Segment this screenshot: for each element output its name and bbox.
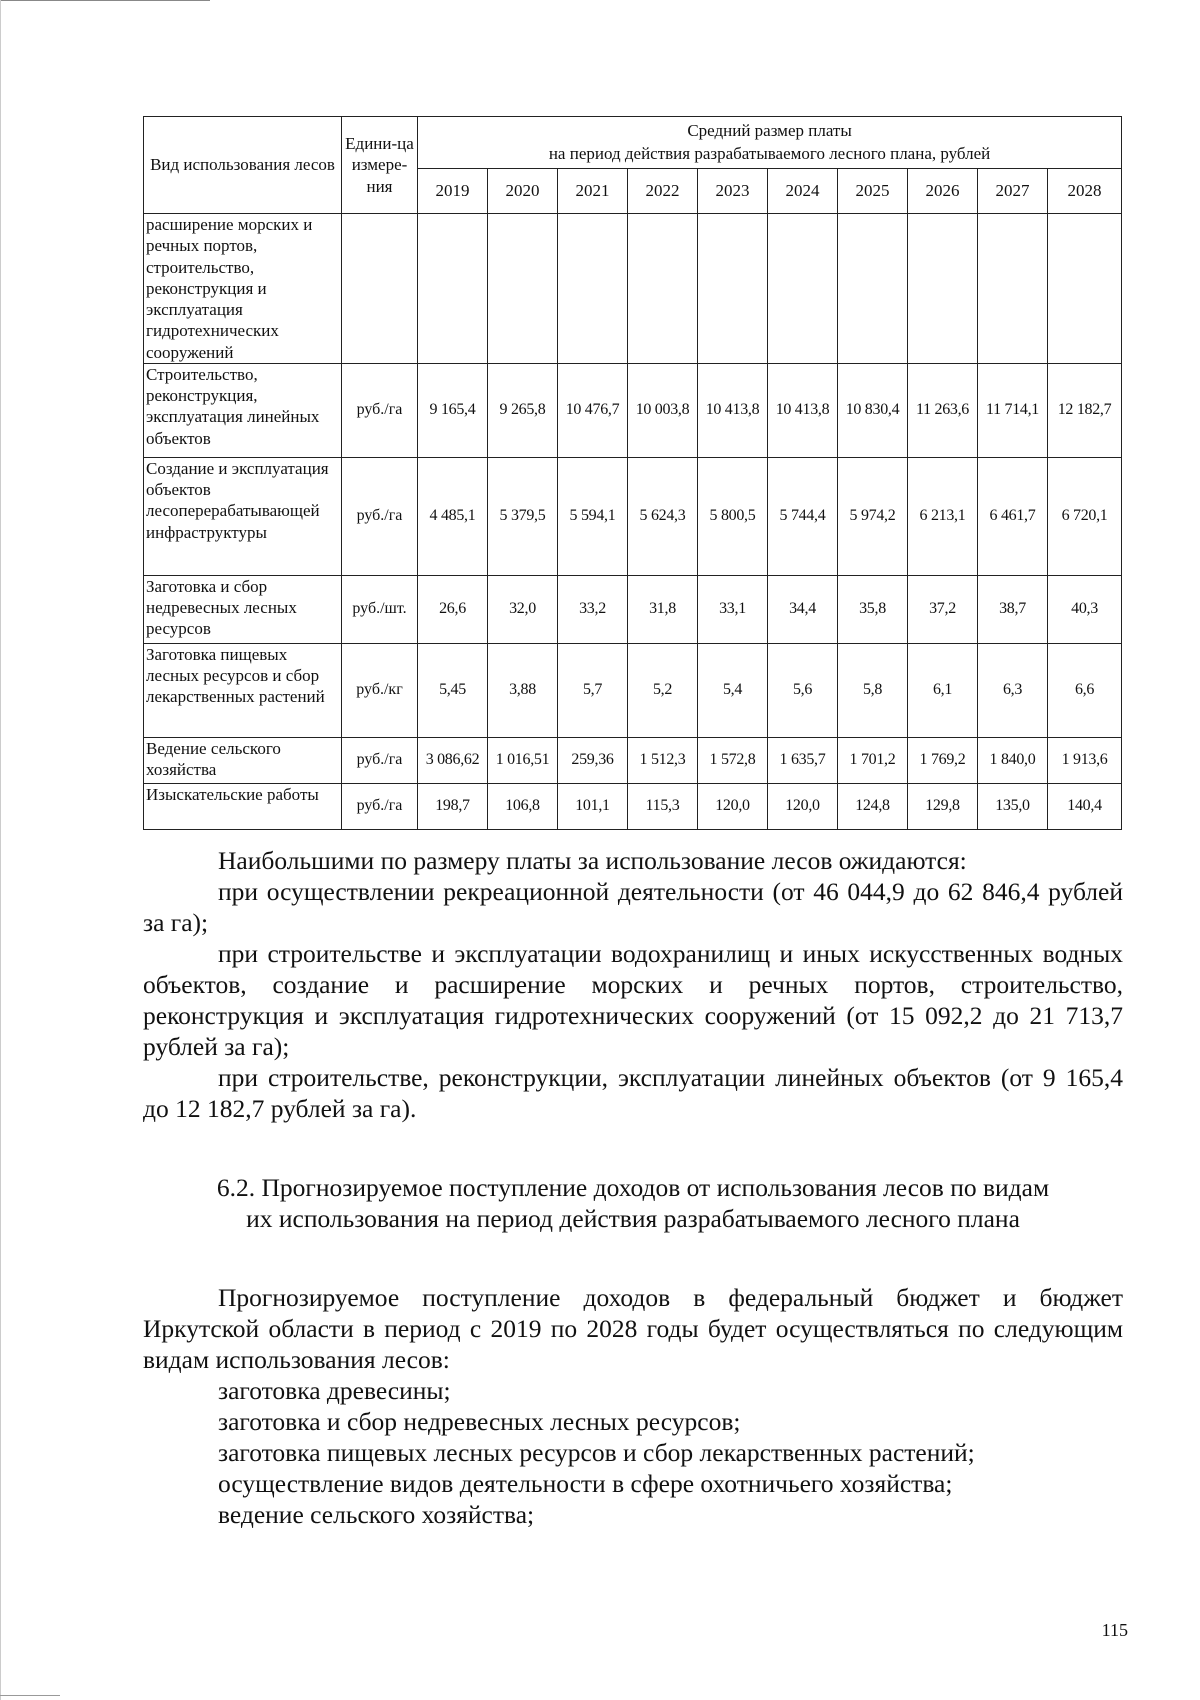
row-value: 37,2 bbox=[908, 575, 978, 643]
header-group-line2: на период действия разрабатываемого лесного плана, рублей bbox=[548, 143, 991, 163]
row-value: 6,3 bbox=[978, 643, 1048, 737]
row-value: 1 635,7 bbox=[768, 737, 838, 783]
header-year: 2028 bbox=[1048, 169, 1122, 214]
row-value: 1 913,6 bbox=[1048, 737, 1122, 783]
row-value: 11 263,6 bbox=[908, 363, 978, 457]
row-value: 6,6 bbox=[1048, 643, 1122, 737]
list-item: осуществление видов деятельности в сфере охотничьего хозяйства; bbox=[218, 1469, 953, 1498]
row-value: 5,2 bbox=[628, 643, 698, 737]
row-value bbox=[838, 214, 908, 364]
row-unit: руб./га bbox=[342, 737, 418, 783]
header-year: 2024 bbox=[768, 169, 838, 214]
intro-block bbox=[143, 1282, 1123, 1530]
row-value: 6 461,7 bbox=[978, 457, 1048, 575]
scan-edge-top bbox=[0, 0, 210, 1]
row-value: 1 701,2 bbox=[838, 737, 908, 783]
table-row bbox=[144, 457, 1122, 575]
row-unit: руб./шт. bbox=[342, 575, 418, 643]
row-value bbox=[1048, 214, 1122, 364]
list-item: заготовка и сбор недревесных лесных ресурсов; bbox=[218, 1407, 741, 1436]
row-value: 6 213,1 bbox=[908, 457, 978, 575]
row-value: 9 165,4 bbox=[418, 363, 488, 457]
table-row bbox=[144, 783, 1122, 829]
row-value: 115,3 bbox=[628, 783, 698, 829]
row-value: 1 769,2 bbox=[908, 737, 978, 783]
row-value: 3,88 bbox=[488, 643, 558, 737]
row-unit: руб./кг bbox=[342, 643, 418, 737]
row-value: 135,0 bbox=[978, 783, 1048, 829]
row-value: 9 265,8 bbox=[488, 363, 558, 457]
row-unit: руб./га bbox=[342, 363, 418, 457]
section-heading-line2: их использования на период действия разрабатываемого лесного плана bbox=[246, 1204, 1020, 1233]
row-value: 5,45 bbox=[418, 643, 488, 737]
header-year: 2021 bbox=[558, 169, 628, 214]
header-group bbox=[418, 117, 1122, 169]
row-type: Создание и эксплуатация объектов лесоперерабатывающей инфраструктуры bbox=[144, 457, 342, 575]
row-value: 5,8 bbox=[838, 643, 908, 737]
row-value: 5 744,4 bbox=[768, 457, 838, 575]
row-value: 1 572,8 bbox=[698, 737, 768, 783]
table-row bbox=[144, 214, 1122, 364]
row-type: Заготовка и сбор недревесных лесных ресурсов bbox=[144, 575, 342, 643]
row-value: 259,36 bbox=[558, 737, 628, 783]
row-value: 10 413,8 bbox=[768, 363, 838, 457]
paragraph: при строительстве, реконструкции, эксплуатации линейных объектов (от 9 165,4 до 12 182,7 рублей за га). bbox=[143, 1063, 1123, 1123]
row-value: 6,1 bbox=[908, 643, 978, 737]
row-value bbox=[558, 214, 628, 364]
list-item: заготовка древесины; bbox=[218, 1376, 451, 1405]
row-type: Заготовка пищевых лесных ресурсов и сбор лекарственных растений bbox=[144, 643, 342, 737]
scan-edge-left bbox=[0, 0, 1, 1700]
row-value: 1 840,0 bbox=[978, 737, 1048, 783]
header-year: 2026 bbox=[908, 169, 978, 214]
paragraph: при строительстве и эксплуатации водохранилищ и иных искусственных водных объектов, создание и расширение морских и речных портов, строительство, реконструкция и эксплуатация гидротехнических сооружений (от 15 092,2 до 21 713,7 рублей за га); bbox=[143, 939, 1123, 1061]
row-value: 3 086,62 bbox=[418, 737, 488, 783]
list-item: ведение сельского хозяйства; bbox=[218, 1500, 535, 1529]
row-value: 6 720,1 bbox=[1048, 457, 1122, 575]
row-type: Ведение сельского хозяйства bbox=[144, 737, 342, 783]
row-value: 120,0 bbox=[768, 783, 838, 829]
row-value: 129,8 bbox=[908, 783, 978, 829]
row-value: 5 379,5 bbox=[488, 457, 558, 575]
row-value: 34,4 bbox=[768, 575, 838, 643]
row-value bbox=[768, 214, 838, 364]
row-value: 10 476,7 bbox=[558, 363, 628, 457]
row-value: 101,1 bbox=[558, 783, 628, 829]
row-value: 10 830,4 bbox=[838, 363, 908, 457]
table-row bbox=[144, 643, 1122, 737]
row-unit: руб./га bbox=[342, 783, 418, 829]
row-value: 12 182,7 bbox=[1048, 363, 1122, 457]
header-type: Вид использования лесов bbox=[144, 117, 342, 214]
row-value: 40,3 bbox=[1048, 575, 1122, 643]
paragraph: Наибольшими по размеру платы за использование лесов ожидаются: bbox=[218, 846, 967, 875]
header-unit: Едини-ца измере-ния bbox=[342, 117, 418, 214]
row-value: 5,7 bbox=[558, 643, 628, 737]
row-type: расширение морских и речных портов, строительство, реконструкция и эксплуатация гидротехнических сооружений bbox=[144, 214, 342, 364]
fee-table bbox=[143, 116, 1122, 830]
header-year: 2023 bbox=[698, 169, 768, 214]
row-value: 124,8 bbox=[838, 783, 908, 829]
row-value: 5 974,2 bbox=[838, 457, 908, 575]
header-group-line1: Средний размер платы bbox=[687, 120, 852, 140]
row-value: 5 624,3 bbox=[628, 457, 698, 575]
page-number: 115 bbox=[1101, 1620, 1128, 1640]
table-row bbox=[144, 363, 1122, 457]
row-value: 106,8 bbox=[488, 783, 558, 829]
scan-edge-bottom bbox=[0, 1695, 60, 1696]
row-value: 140,4 bbox=[1048, 783, 1122, 829]
row-value bbox=[418, 214, 488, 364]
list-item: заготовка пищевых лесных ресурсов и сбор лекарственных растений; bbox=[218, 1438, 975, 1467]
paragraph: при осуществлении рекреационной деятельности (от 46 044,9 до 62 846,4 рублей за га); bbox=[143, 877, 1123, 937]
row-value: 32,0 bbox=[488, 575, 558, 643]
row-type: Изыскательские работы bbox=[144, 783, 342, 829]
row-value: 10 003,8 bbox=[628, 363, 698, 457]
table-header-row-1 bbox=[144, 117, 1122, 169]
row-value: 33,1 bbox=[698, 575, 768, 643]
row-value bbox=[978, 214, 1048, 364]
row-value bbox=[908, 214, 978, 364]
section-heading bbox=[143, 1172, 1123, 1234]
row-value bbox=[698, 214, 768, 364]
row-value: 198,7 bbox=[418, 783, 488, 829]
row-value: 31,8 bbox=[628, 575, 698, 643]
row-value: 1 016,51 bbox=[488, 737, 558, 783]
table-row bbox=[144, 575, 1122, 643]
section-heading-line1: 6.2. Прогнозируемое поступление доходов от использования лесов по видам bbox=[216, 1173, 1050, 1202]
row-value: 4 485,1 bbox=[418, 457, 488, 575]
row-value: 5 800,5 bbox=[698, 457, 768, 575]
intro-paragraph: Прогнозируемое поступление доходов в федеральный бюджет и бюджет Иркутской области в период с 2019 по 2028 годы будет осуществляться по следующим видам использования лесов: bbox=[143, 1283, 1123, 1374]
row-value bbox=[628, 214, 698, 364]
row-value: 11 714,1 bbox=[978, 363, 1048, 457]
row-value: 33,2 bbox=[558, 575, 628, 643]
header-year: 2022 bbox=[628, 169, 698, 214]
row-unit bbox=[342, 214, 418, 364]
row-value: 5 594,1 bbox=[558, 457, 628, 575]
row-value: 35,8 bbox=[838, 575, 908, 643]
paragraph-block bbox=[143, 845, 1123, 1124]
row-value: 10 413,8 bbox=[698, 363, 768, 457]
header-year: 2027 bbox=[978, 169, 1048, 214]
table-row bbox=[144, 737, 1122, 783]
row-value: 120,0 bbox=[698, 783, 768, 829]
row-unit: руб./га bbox=[342, 457, 418, 575]
row-value: 1 512,3 bbox=[628, 737, 698, 783]
row-type: Строительство, реконструкция, эксплуатация линейных объектов bbox=[144, 363, 342, 457]
header-year: 2025 bbox=[838, 169, 908, 214]
header-year: 2019 bbox=[418, 169, 488, 214]
row-value: 38,7 bbox=[978, 575, 1048, 643]
header-year: 2020 bbox=[488, 169, 558, 214]
row-value bbox=[488, 214, 558, 364]
row-value: 5,6 bbox=[768, 643, 838, 737]
row-value: 5,4 bbox=[698, 643, 768, 737]
row-value: 26,6 bbox=[418, 575, 488, 643]
